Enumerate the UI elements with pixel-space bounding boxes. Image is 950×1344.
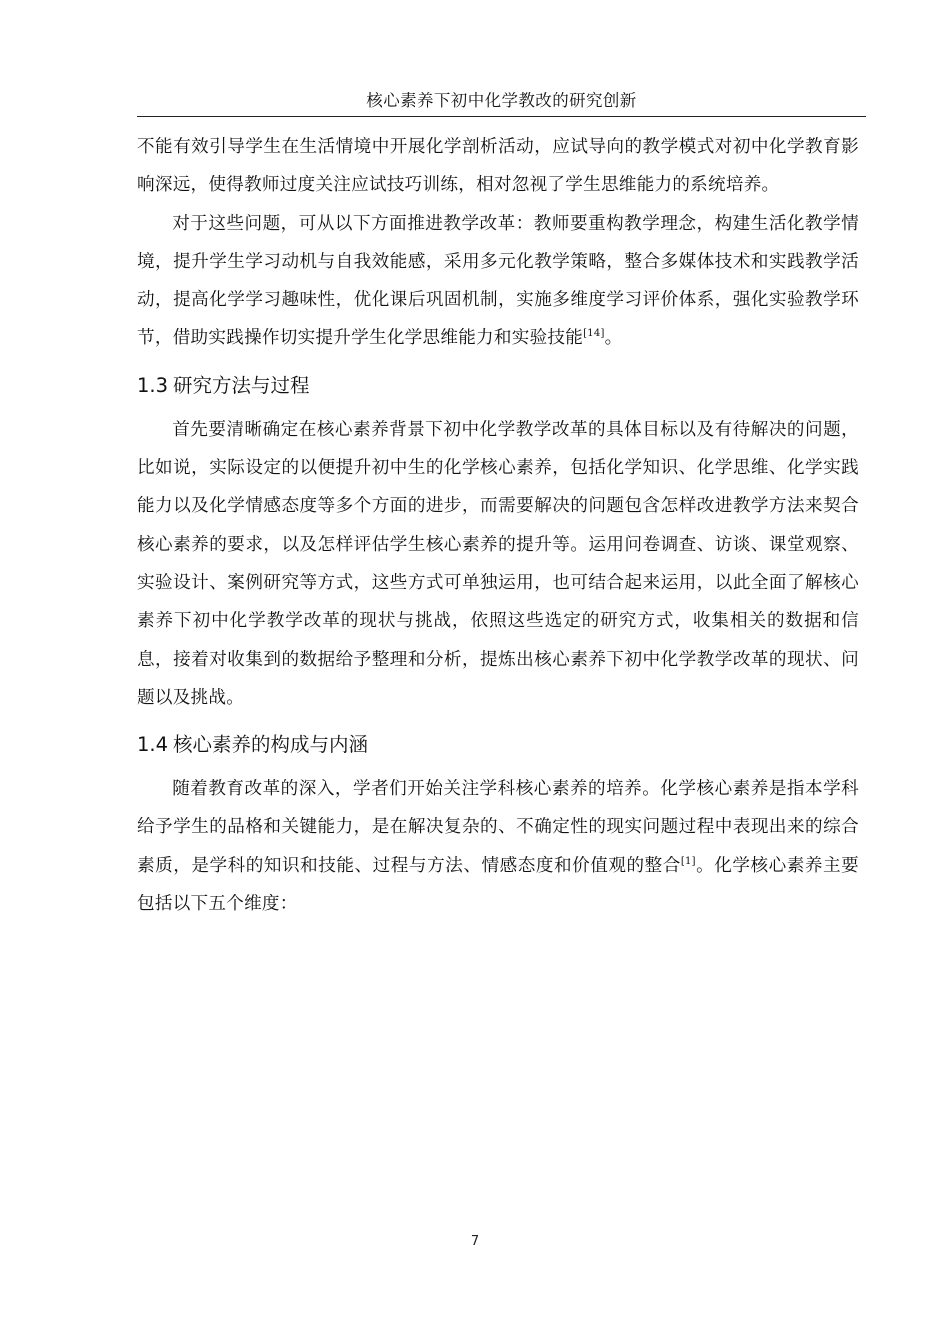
page-body — [137, 128, 859, 923]
paragraph-end-mark: 。 — [695, 855, 715, 876]
paragraph-research-methods: 首先要清晰确定在核心素养背景下初中化学教学改革的具体目标以及有待解决的问题，比如说，实际设定的以便提升初中生的化学核心素养，包括化学知识、化学思维、化学实践能力以及化学情感态度等多个方面的进步，而需要解决的问题包含怎样改进教学方法来契合核心素养的要求，以及怎样评估学生核心素养的提升等。运用问卷调查、访谈、课堂观察、实验设计、案例研究等方式，这些方式可单独运用，也可结合起来运用，以此全面了解核心素养下初中化学教学改革的现状与挑战，依照这些选定的研究方式，收集相关的数据和信息，接着对收集到的数据给予整理和分析，提炼出核心素养下初中化学教学改革的现状、问题以及挑战。 — [137, 419, 859, 708]
citation-14: [14] — [583, 328, 605, 340]
section-title: 研究方法与过程 — [173, 373, 310, 397]
paragraph-reform-measures — [137, 205, 859, 358]
citation-1: [1] — [680, 855, 696, 867]
paragraph-continued: 不能有效引导学生在生活情境中开展化学剖析活动，应试导向的教学模式对初中化学教育影响深远，使得教师过度关注应试技巧训练，相对忽视了学生思维能力的系统培养。 — [137, 137, 859, 196]
paragraph-core-literacy — [137, 770, 859, 923]
section-heading-1-3 — [137, 361, 859, 411]
section-number: 1.4 — [137, 733, 169, 757]
page-number: 7 — [470, 1234, 480, 1249]
section-title: 核心素养的构成与内涵 — [173, 733, 369, 757]
section-number: 1.3 — [137, 373, 169, 397]
paragraph-end-mark: 。 — [604, 328, 623, 349]
paragraph-core-literacy-dimensions: 化学核心素养主要包括以下五个维度： — [137, 855, 859, 915]
running-header-title: 核心素养下初中化学教改的研究创新 — [366, 91, 637, 110]
paragraph-reform-measures-text: 对于这些问题，可从以下方面推进教学改革：教师要重构教学理念，构建生活化教学情境，提升学生学习动机与自我效能感，采用多元化教学策略，整合多媒体技术和实践教学活动，提高化学学习趣味性，优化课后巩固机制，实施多维度学习评价体系，强化实验教学环节，借助实践操作切实提升学生化学思维能力和实验技能 — [137, 213, 859, 349]
paragraph-core-literacy-text: 随着教育改革的深入，学者们开始关注学科核心素养的培养。化学核心素养是指本学科给予学生的品格和关键能力，是在解决复杂的、不确定性的现实问题过程中表现出来的综合素质，是学科的知识和技能、过程与方法、情感态度和价值观的整合 — [137, 779, 859, 876]
running-header — [137, 88, 866, 117]
section-heading-1-4 — [137, 720, 859, 770]
